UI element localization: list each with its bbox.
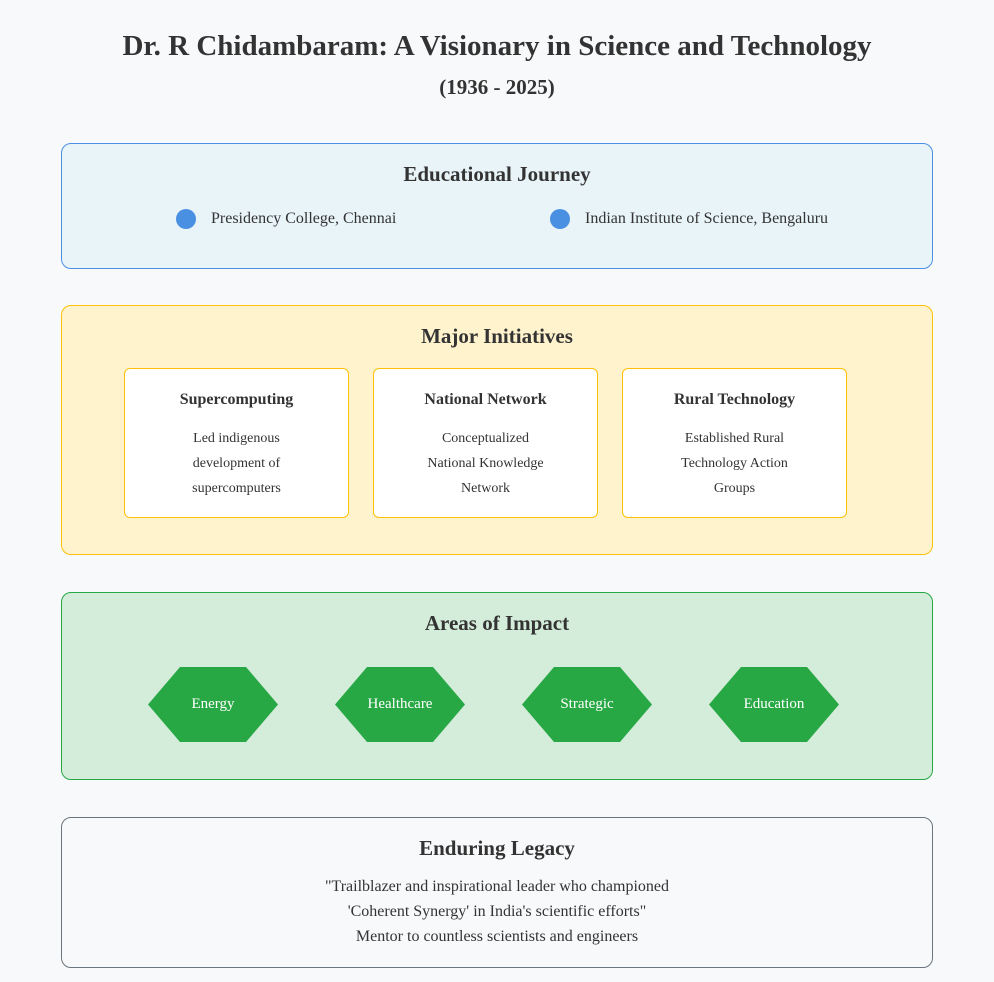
initiative-card-title: Supercomputing	[179, 391, 294, 408]
initiative-card-title: Rural Technology	[673, 391, 796, 408]
legacy-quote-line: 'Coherent Synergy' in India's scientific efforts"	[347, 903, 647, 920]
description-line: Network	[461, 481, 510, 496]
description-line: Established Rural	[684, 431, 785, 446]
description-line: Groups	[713, 481, 756, 496]
description-line: Led indigenous	[193, 431, 280, 446]
bullet-dot-icon	[176, 209, 196, 229]
initiative-card-description	[170, 426, 303, 501]
legacy-section	[61, 817, 933, 968]
impact-hexagon-strategic	[522, 667, 652, 742]
education-item-label: Presidency College, Chennai	[211, 210, 397, 227]
initiative-card-rural-technology	[622, 368, 847, 518]
description-line: supercomputers	[192, 481, 281, 496]
education-section	[61, 143, 933, 269]
education-item-iisc	[550, 208, 828, 230]
description-line: Conceptualized	[441, 431, 530, 446]
initiative-card-national-network	[373, 368, 598, 518]
description-line: development of	[192, 456, 281, 471]
impact-label: Energy	[191, 696, 235, 712]
education-item-label: Indian Institute of Science, Bengaluru	[585, 210, 829, 227]
initiative-card-supercomputing	[124, 368, 349, 518]
initiative-card-description	[668, 426, 801, 501]
education-item-presidency	[176, 208, 396, 230]
impact-hexagon-education	[709, 667, 839, 742]
description-line: National Knowledge	[427, 456, 544, 471]
initiatives-title: Major Initiatives	[421, 324, 573, 348]
impact-title: Areas of Impact	[424, 611, 570, 635]
legacy-mentor-line: Mentor to countless scientists and engineers	[355, 928, 639, 945]
impact-label: Education	[743, 696, 805, 712]
impact-section	[61, 592, 933, 780]
legacy-quote-line: "Trailblazer and inspirational leader who championed	[324, 878, 670, 895]
initiative-card-description	[419, 426, 552, 501]
page-subtitle: (1936 - 2025)	[439, 75, 555, 99]
impact-label: Healthcare	[367, 696, 433, 712]
initiatives-section	[61, 305, 933, 555]
impact-hexagon-energy	[148, 667, 278, 742]
legacy-title: Enduring Legacy	[419, 836, 575, 860]
page-title: Dr. R Chidambaram: A Visionary in Science and Technology	[122, 30, 872, 62]
initiative-card-title: National Network	[424, 391, 547, 408]
education-title: Educational Journey	[403, 162, 591, 186]
impact-hexagon-healthcare	[335, 667, 465, 742]
description-line: Technology Action	[681, 456, 788, 471]
bullet-dot-icon	[550, 209, 570, 229]
impact-label: Strategic	[560, 696, 614, 712]
